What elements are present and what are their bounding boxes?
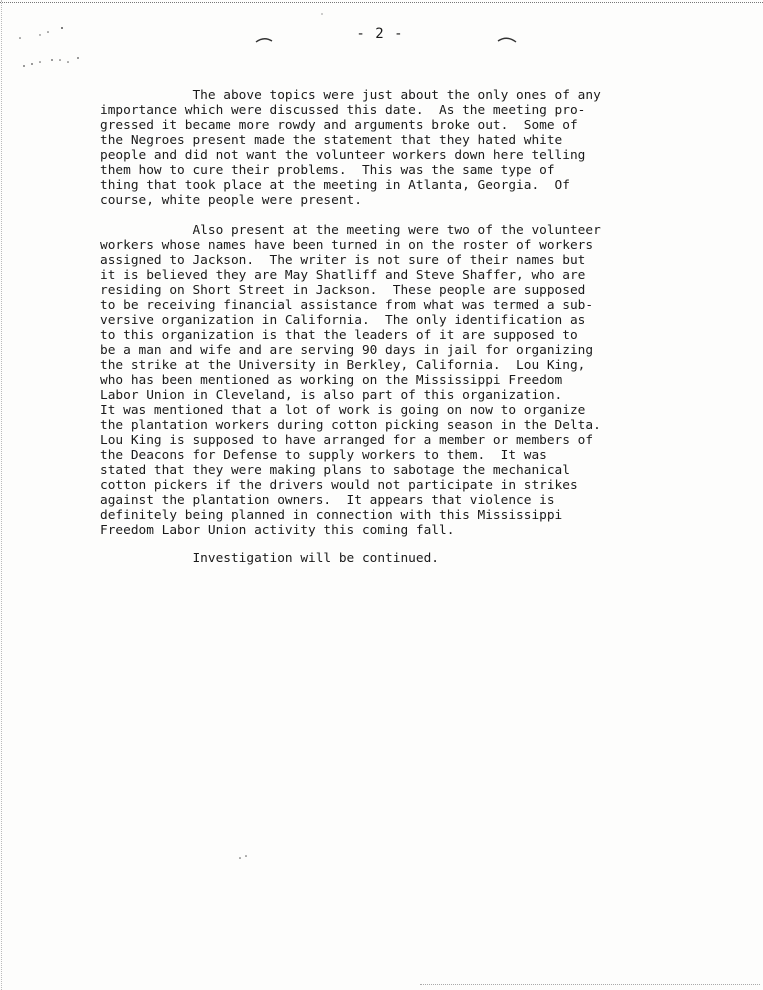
page-number-left-tick bbox=[256, 39, 272, 42]
page-number: - 2 - bbox=[356, 26, 404, 42]
paragraph-volunteer-workers: Also present at the meeting were two of the volunteer workers whose names have been turned in on the roster of workers assigned to Jackson. The writer is not sure of their names but it is believed they are May Shatliff and Steve Shaffer, who are residing on Short Street in Jackson. These people are supposed to be receiving financial assistance from what was termed a sub- versive organization in California. The only identification as to this organization is that the leaders of it are supposed to be a man and wife and are serving 90 days in jail for organizing the strike at the University in Berkley, California. Lou King, who has been mentioned as working on the Mississippi Freedom Labor Union in Cleveland, is also part of this organization. It was mentioned that a lot of work is going on now to organize the plantation workers during cotton picking season in the Delta. Lou King is supposed to have arranged for a member or members of the Deacons for Defense to supply workers to them. It was stated that they were making plans to sabotage the mechanical cotton pickers if the drivers would not participate in strikes against the plantation owners. It appears that violence is definitely being planned in connection with this Mississippi Freedom Labor Union activity this coming fall. bbox=[100, 223, 601, 538]
paragraph-meeting-topics: The above topics were just about the only ones of any importance which were discussed this date. As the meeting pro- gressed it became more rowdy and arguments broke out. Some of the Negroes present made the statement that they hated white people and did not want the volunteer workers down here telling them how to cure their problems. This was the same type of thing that took place at the meeting in Atlanta, Georgia. Of course, white people were present. bbox=[100, 88, 601, 208]
paragraph-investigation-continued: Investigation will be continued. bbox=[100, 551, 439, 566]
page-number-right-tick bbox=[498, 38, 516, 42]
